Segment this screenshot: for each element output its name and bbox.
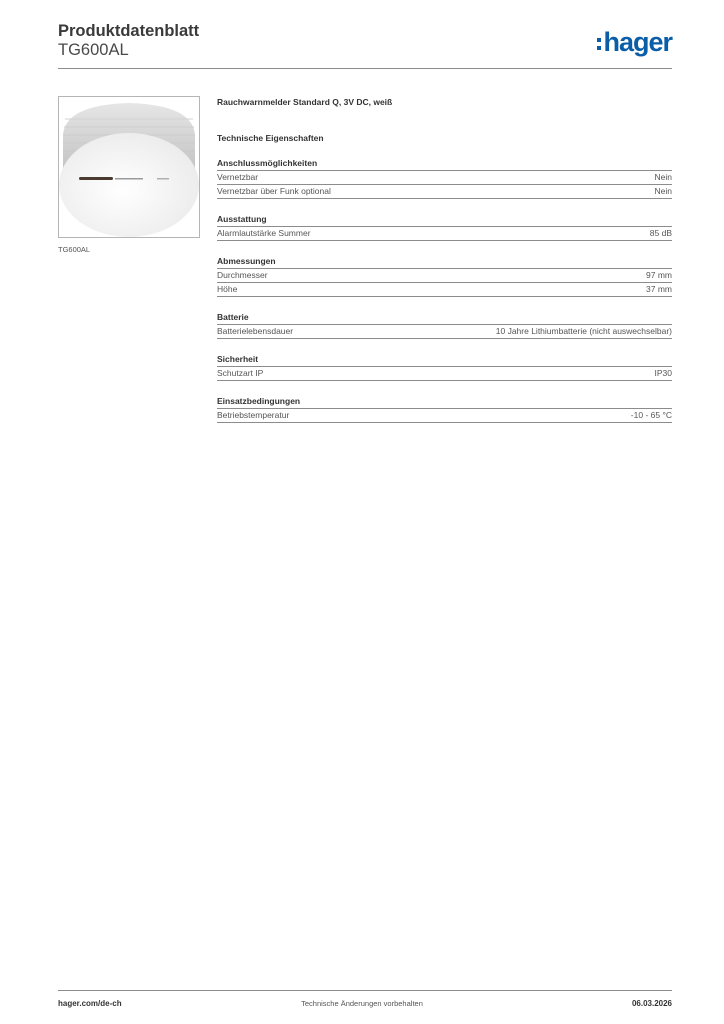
spec-label: Batterielebensdauer: [217, 326, 294, 336]
footer-notice: Technische Änderungen vorbehalten: [301, 999, 423, 1008]
footer-date: 06.03.2026: [631, 999, 672, 1008]
spec-row: [217, 325, 672, 339]
smoke-detector-icon: [59, 97, 199, 237]
section-title: Sicherheit: [217, 353, 672, 367]
spec-label: Höhe: [217, 284, 238, 294]
spec-section: [217, 395, 672, 423]
spec-section: [217, 213, 672, 241]
spec-label: Betriebstemperatur: [217, 410, 290, 420]
image-caption: TG600AL: [58, 245, 91, 254]
spec-row: [217, 367, 672, 381]
page-header: [58, 20, 672, 68]
spec-value: Nein: [654, 172, 672, 182]
spec-label: Vernetzbar über Funk optional: [217, 186, 331, 196]
section-title: Anschlussmöglichkeiten: [217, 157, 672, 171]
logo-text: hager: [603, 26, 672, 57]
footer-divider: [58, 990, 672, 991]
section-title: Einsatzbedingungen: [217, 395, 672, 409]
spec-value: 97 mm: [646, 270, 672, 280]
spec-label: Schutzart IP: [217, 368, 264, 378]
spec-area: [217, 96, 672, 423]
spec-section: [217, 353, 672, 381]
spec-row: [217, 409, 672, 423]
product-image: [58, 96, 200, 238]
spec-row: [217, 269, 672, 283]
spec-value: IP30: [654, 368, 672, 378]
hager-logo: [597, 27, 672, 57]
spec-row: [217, 283, 672, 297]
section-title: Abmessungen: [217, 255, 672, 269]
document-subtitle: TG600AL: [58, 41, 129, 59]
product-name: Rauchwarnmelder Standard Q, 3V DC, weiß: [217, 97, 393, 107]
spec-row: [217, 185, 672, 199]
spec-section: [217, 157, 672, 199]
spec-value: -10 - 65 °C: [630, 410, 672, 420]
header-divider: [58, 68, 672, 69]
section-title: Ausstattung: [217, 213, 672, 227]
spec-value: 10 Jahre Lithiumbatterie (nicht auswechselbar): [495, 326, 672, 336]
footer-website-link[interactable]: hager.com/de-ch: [58, 999, 122, 1008]
spec-section: [217, 255, 672, 297]
spec-value: 37 mm: [646, 284, 672, 294]
logo-dots-icon: [597, 38, 601, 50]
spec-section: [217, 311, 672, 339]
spec-row: [217, 227, 672, 241]
section-title: Batterie: [217, 311, 672, 325]
spec-value: Nein: [654, 186, 672, 196]
spec-label: Alarmlautstärke Summer: [217, 228, 311, 238]
spec-label: Vernetzbar: [217, 172, 259, 182]
document-title: Produktdatenblatt: [58, 22, 200, 40]
spec-row: [217, 171, 672, 185]
spec-value: 85 dB: [649, 228, 672, 238]
spec-label: Durchmesser: [217, 270, 268, 280]
spec-heading: Technische Eigenschaften: [217, 133, 324, 143]
